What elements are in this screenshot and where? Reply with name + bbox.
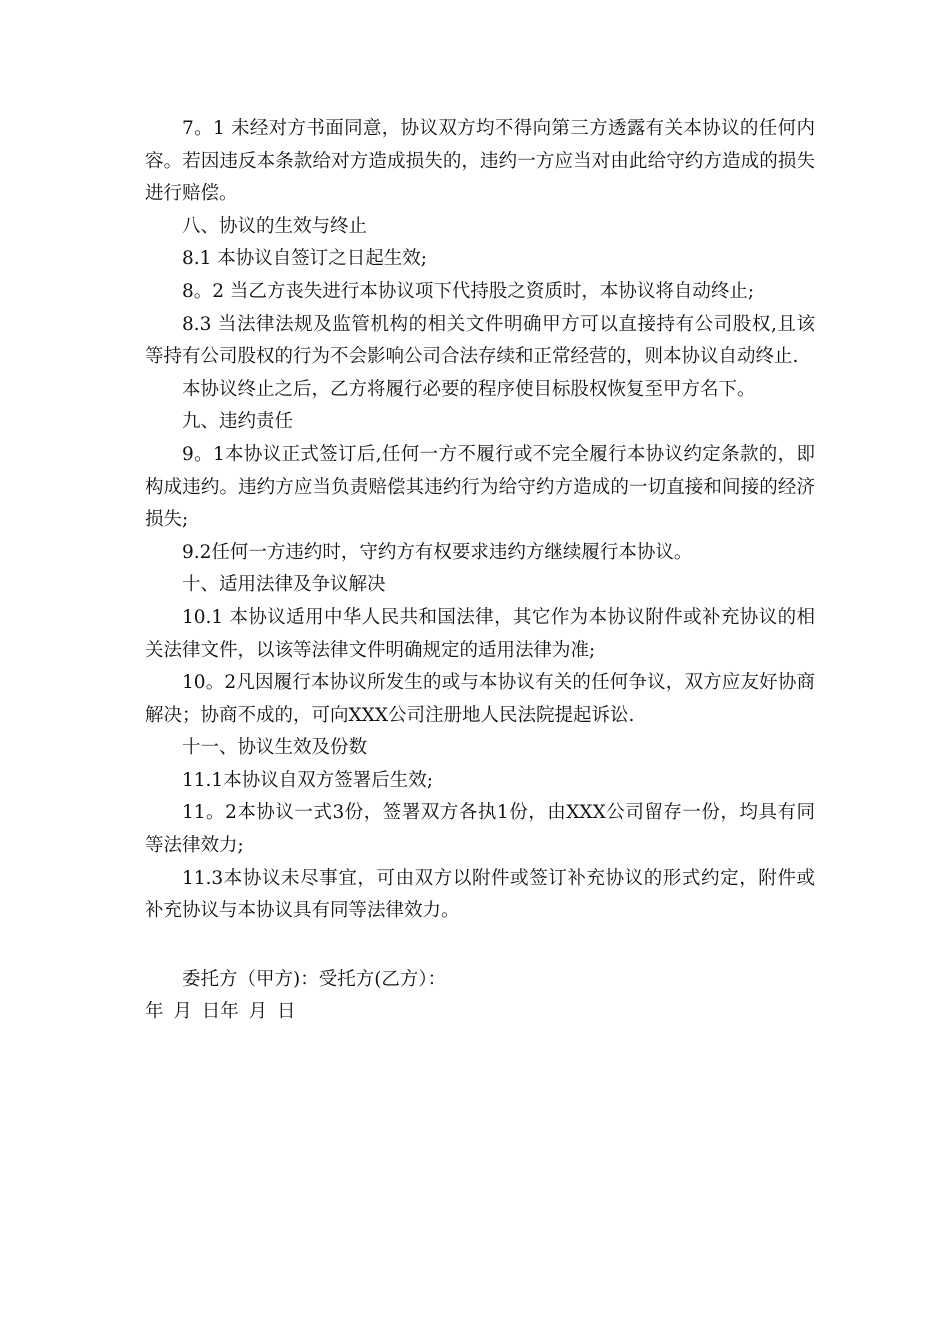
clause-11-3: 11.3本协议未尽事宜，可由双方以附件或签订补充协议的形式约定，附件或补充协议与本协议具有同等法律效力。 [145, 867, 815, 922]
signature-line: 委托方（甲方)：受托方(乙方）： [182, 968, 447, 990]
clause-8-3: 8.3 当法律法规及监管机构的相关文件明确甲方可以直接持有公司股权,且该等持有公司股权的行为不会影响公司合法存续和正常经营的，则本协议自动终止. [145, 313, 815, 368]
section-11-heading: 十一、协议生效及份数 [182, 737, 368, 759]
clause-11-2: 11。2本协议一式3份，签署双方各执1份，由XXX公司留存一份，均具有同等法律效力; [145, 802, 815, 857]
clause-10-2: 10。2凡因履行本协议所发生的或与本协议有关的任何争议，双方应友好协商解决；协商不成的，可向XXX公司注册地人民法院提起诉讼. [145, 672, 815, 726]
clause-8-1: 8.1 本协议自签订之日起生效; [182, 248, 428, 270]
section-8-heading: 八、协议的生效与终止 [182, 215, 368, 237]
clause-8-2: 8。2 当乙方丧失进行本协议项下代持股之资质时，本协议将自动终止; [182, 280, 755, 302]
clause-10-1: 10.1 本协议适用中华人民共和国法律，其它作为本协议附件或补充协议的相关法律文件，以该等法律文件明确规定的适用法律为准; [145, 606, 815, 661]
clause-9-2: 9.2任何一方违约时，守约方有权要求违约方继续履行本协议。 [182, 541, 693, 563]
clause-8-after: 本协议终止之后，乙方将履行必要的程序使目标股权恢复至甲方名下。 [182, 378, 756, 400]
date-line: 年 月 日年 月 日 [145, 1001, 296, 1023]
clause-9-1: 9。1本协议正式签订后,任何一方不履行或不完全履行本协议约定条款的，即构成违约。违约方应当负责赔偿其违约行为给守约方造成的一切直接和间接的经济损失; [145, 443, 815, 531]
clause-7-1: 7。1 未经对方书面同意，协议双方均不得向第三方透露有关本协议的任何内容。若因违反本条款给对方造成损失的，违约一方应当对由此给守约方造成的损失进行赔偿。 [145, 118, 815, 205]
signature-spacer [145, 928, 815, 964]
section-10-heading: 十、适用法律及争议解决 [182, 574, 386, 596]
document-page [145, 113, 815, 1029]
document-body [145, 113, 815, 928]
section-9-heading: 九、违约责任 [182, 411, 294, 433]
clause-11-1: 11.1本协议自双方签署后生效; [182, 769, 433, 791]
